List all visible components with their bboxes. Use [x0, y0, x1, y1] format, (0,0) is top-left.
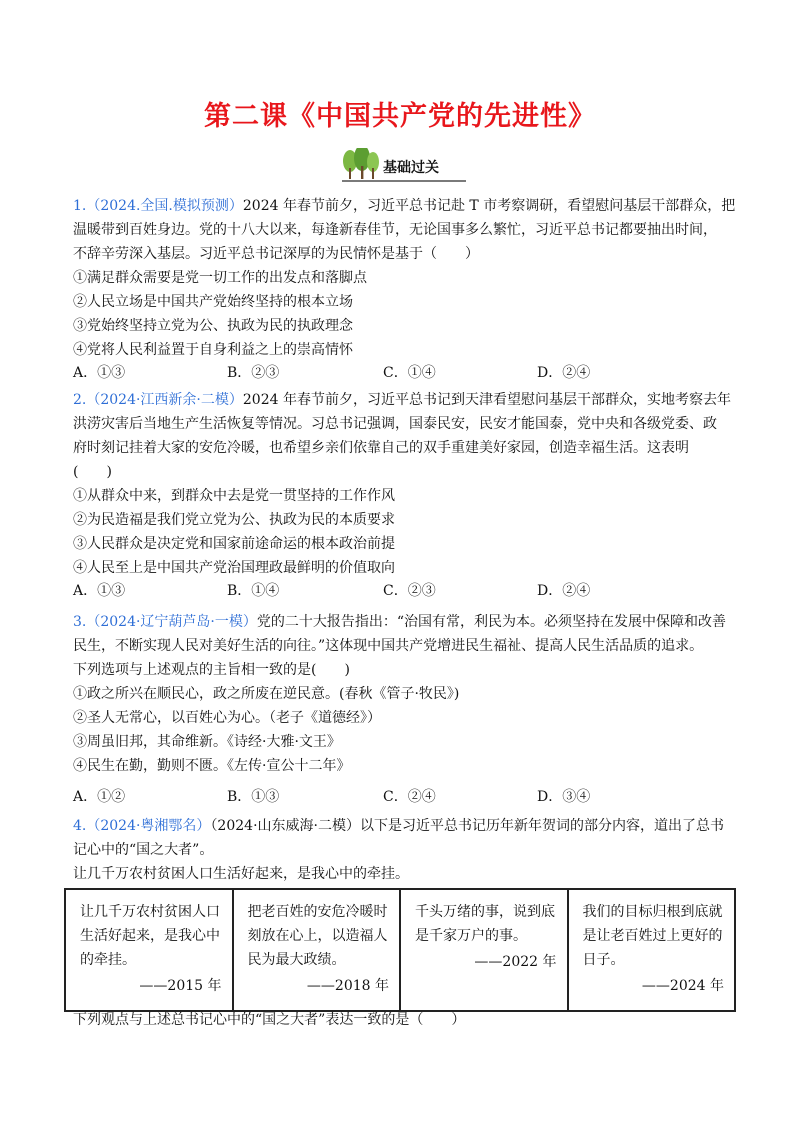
question-2	[73, 388, 733, 580]
quote-year: ——2018 年	[306, 978, 389, 994]
question-source: 2.（2024·江西新余·二模）	[73, 392, 243, 408]
question-stem-line: 洪涝灾害后当地生产生活恢复等情况。习总书记强调，国泰民安，民安才能国泰，党中央和各级党委、政	[73, 416, 717, 432]
statement: ①满足群众需要是党一切工作的出发点和落脚点	[73, 270, 367, 286]
quote-text: 我们的目标归根到底就是让老百姓过上更好的日子。	[582, 904, 723, 968]
statement: ③周虽旧邦，其命维新。《诗经·大雅·文王》	[73, 734, 341, 750]
question-stem-line: 让几千万农村贫困人口生活好起来，是我心中的牵挂。	[73, 866, 409, 882]
quote-text: 千头万绪的事，说到底是千家万户的事。	[415, 904, 555, 944]
answer-options	[73, 580, 733, 604]
question-stem-line: 民生，不断实现人民对美好生活的向往。”这体现中国共产党增进民生福祉、提高人民生活品质的追求。	[73, 638, 704, 654]
answer-options	[73, 786, 733, 810]
table-cell	[400, 889, 568, 1011]
section-underline	[342, 180, 466, 182]
question-stem: 2.（2024·江西新余·二模）2024 年春节前夕，习近平总书记到天津看望慰问基层干部群众，实地考察去年	[73, 392, 731, 408]
statement: ②为民造福是我们党立党为公、执政为民的本质要求	[73, 512, 395, 528]
question-1	[73, 194, 736, 362]
question-stem-line: ( )	[73, 464, 112, 480]
question-source: 1.（2024.全国.模拟预测）	[73, 198, 243, 214]
question-tail: 下列观点与上述总书记心中的“国之大者”表达一致的是（ ）	[73, 1012, 466, 1028]
question-stem: 4.（2024·粤湘鄂名）（2024·山东威海·二模）以下是习近平总书记历年新年贺词的部分内容，道出了总书	[73, 818, 724, 834]
option-c[interactable]: C．①④	[383, 365, 436, 381]
statement: ③人民群众是决定党和国家前途命运的根本政治前提	[73, 536, 395, 552]
statement: ①从群众中来，到群众中去是党一贯坚持的工作作风	[73, 488, 395, 504]
quote-text: 把老百姓的安危冷暖时刻放在心上，以造福人民为最大政绩。	[247, 904, 388, 968]
option-b[interactable]: B．①③	[227, 789, 280, 805]
statement: ④党将人民利益置于自身利益之上的崇高情怀	[73, 342, 353, 358]
table-row	[65, 889, 735, 1011]
question-stem: 3.（2024·辽宁葫芦岛·一模）党的二十大报告指出：“治国有常，利民为本。必须坚持在发展中保障和改善	[73, 614, 727, 630]
question-source: 3.（2024·辽宁葫芦岛·一模）	[73, 614, 257, 630]
option-d[interactable]: D．②④	[537, 583, 591, 599]
question-stem-line: 下列选项与上述观点的主旨相一致的是( )	[73, 662, 350, 678]
quote-year: ——2015 年	[139, 978, 222, 994]
option-c[interactable]: C．②③	[383, 583, 436, 599]
quote-year: ——2024 年	[641, 978, 724, 994]
statement: ④民生在勤，勤则不匮。《左传·宣公十二年》	[73, 758, 351, 774]
section-header	[336, 148, 466, 182]
option-d[interactable]: D．②④	[537, 365, 591, 381]
question-stem-line: 不辞辛劳深入基层。习近平总书记深厚的为民情怀是基于（ ）	[73, 246, 479, 262]
option-b[interactable]: B．①④	[227, 583, 280, 599]
option-c[interactable]: C．②④	[383, 789, 436, 805]
option-a[interactable]: A．①③	[73, 583, 126, 599]
tree-icon	[336, 148, 382, 180]
quotes-table	[64, 888, 736, 1012]
statement: ②人民立场是中国共产党始终坚持的根本立场	[73, 294, 353, 310]
statement: ③党始终坚持立党为公、执政为民的执政理念	[73, 318, 353, 334]
statement: ②圣人无常心，以百姓心为心。（老子《道德经》）	[73, 710, 381, 726]
table-cell	[568, 889, 736, 1011]
option-b[interactable]: B．②③	[227, 365, 280, 381]
question-stem-line: 府时刻记挂着大家的安危冷暖，也希望乡亲们依靠自己的双手重建美好家园，创造幸福生活。这表明	[73, 440, 689, 456]
answer-options	[73, 362, 733, 386]
quote-year: ——2022 年	[474, 954, 557, 970]
statement: ①政之所兴在顺民心，政之所废在逆民意。(春秋《管子·牧民》)	[73, 686, 460, 702]
question-3	[73, 610, 733, 778]
table-cell	[233, 889, 401, 1011]
section-label: 基础过关	[383, 160, 439, 176]
question-stem: 1.（2024.全国.模拟预测）2024 年春节前夕，习近平总书记赴 T 市考察调研，看望慰问基层干部群众，把	[73, 198, 736, 214]
page-title: 第二课《中国共产党的先进性》	[204, 101, 596, 132]
question-source: 4.（2024·粤湘鄂名）	[73, 818, 211, 834]
quote-text: 让几千万农村贫困人口生活好起来，是我心中的牵挂。	[80, 904, 220, 968]
table-cell	[65, 889, 233, 1011]
statement: ④人民至上是中国共产党治国理政最鲜明的价值取向	[73, 560, 395, 576]
question-stem-line: 记心中的“国之大者”。	[73, 842, 214, 858]
option-a[interactable]: A．①②	[73, 789, 126, 805]
option-a[interactable]: A．①③	[73, 365, 126, 381]
question-stem-line: 温暖带到百姓身边。党的十八大以来，每逢新春佳节，无论国事多么繁忙，习近平总书记都要抽出时间，	[73, 222, 717, 238]
question-4	[73, 814, 733, 886]
option-d[interactable]: D．③④	[537, 789, 591, 805]
